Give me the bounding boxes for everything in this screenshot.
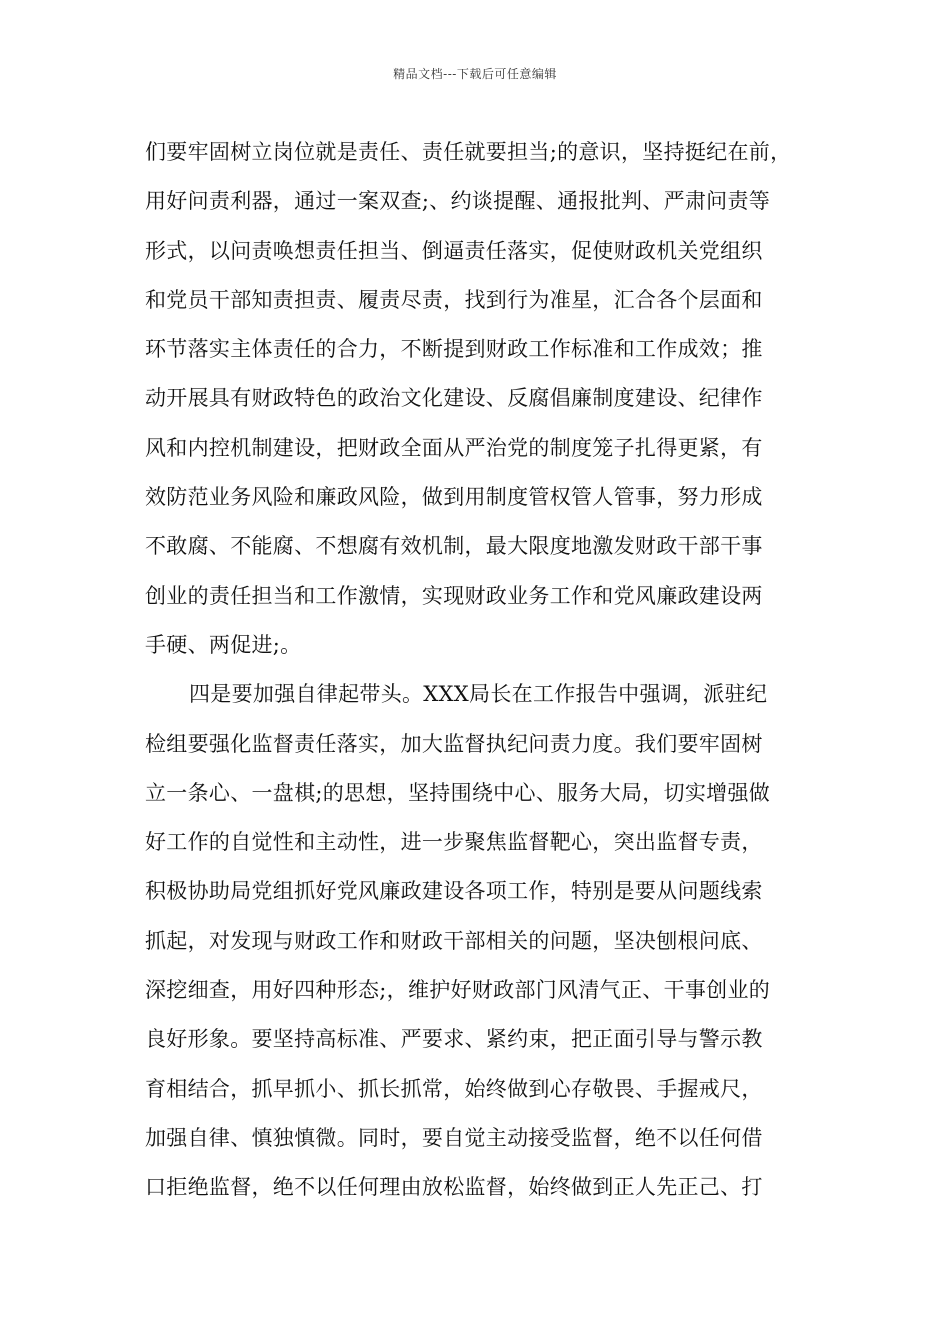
text-line: 加强自律、慎独慎微。同时，要自觉主动接受监督，绝不以任何借	[145, 1125, 763, 1150]
text-line: 和党员干部知责担责、履责尽责，找到行为准星，汇合各个层面和	[145, 287, 763, 312]
text-line: 用好问责利器，通过一案双查;、约谈提醒、通报批判、严肃问责等	[145, 189, 771, 214]
text-line: 育相结合，抓早抓小、抓长抓常，始终做到心存敬畏、手握戒尺，	[145, 1076, 763, 1101]
page-header: 精品文档---下载后可任意编辑	[393, 67, 557, 81]
text-line: 效防范业务风险和廉政风险，做到用制度管权管人管事，努力形成	[145, 485, 763, 510]
text-line: 立一条心、一盘棋;的思想，坚持围绕中心、服务大局，切实增强做	[145, 780, 771, 805]
text-line: 积极协助局党组抓好党风廉政建设各项工作，特别是要从问题线索	[145, 879, 763, 904]
text-line: 们要牢固树立岗位就是责任、责任就要担当;的意识，坚持挺纪在前，	[145, 140, 792, 164]
text-line: 创业的责任担当和工作激情，实现财政业务工作和党风廉政建设两	[145, 583, 763, 608]
paragraph	[145, 670, 810, 1212]
text-line: 抓起，对发现与财政工作和财政干部相关的问题，坚决刨根问底、	[145, 928, 763, 953]
text-line: 风和内控机制建设，把财政全面从严治党的制度笼子扎得更紧，有	[145, 435, 763, 460]
text-line: 四是要加强自律起带头。XXX局长在工作报告中强调，派驻纪	[189, 682, 768, 707]
text-line: 深挖细查，用好四种形态;，维护好财政部门风清气正、干事创业的	[145, 978, 771, 1003]
text-line: 检组要强化监督责任落实，加大监督执纪问责力度。我们要牢固树	[145, 731, 763, 756]
text-line: 良好形象。要坚持高标准、严要求、紧约束，把正面引导与警示教	[145, 1027, 763, 1052]
text-line: 动开展具有财政特色的政治文化建设、反腐倡廉制度建设、纪律作	[145, 386, 763, 411]
text-line: 不敢腐、不能腐、不想腐有效机制，最大限度地激发财政干部干事	[145, 534, 763, 559]
text-line: 形式，以问责唤想责任担当、倒逼责任落实，促使财政机关党组织	[145, 238, 763, 263]
text-line: 手硬、两促进;。	[145, 632, 302, 657]
text-line: 口拒绝监督，绝不以任何理由放松监督，始终做到正人先正己、打	[145, 1175, 763, 1200]
document-body	[145, 128, 810, 1213]
text-line: 好工作的自觉性和主动性，进一步聚焦监督靶心，突出监督专责，	[145, 830, 763, 855]
text-line: 环节落实主体责任的合力，不断提到财政工作标准和工作成效；推	[145, 337, 763, 362]
paragraph	[145, 128, 810, 670]
